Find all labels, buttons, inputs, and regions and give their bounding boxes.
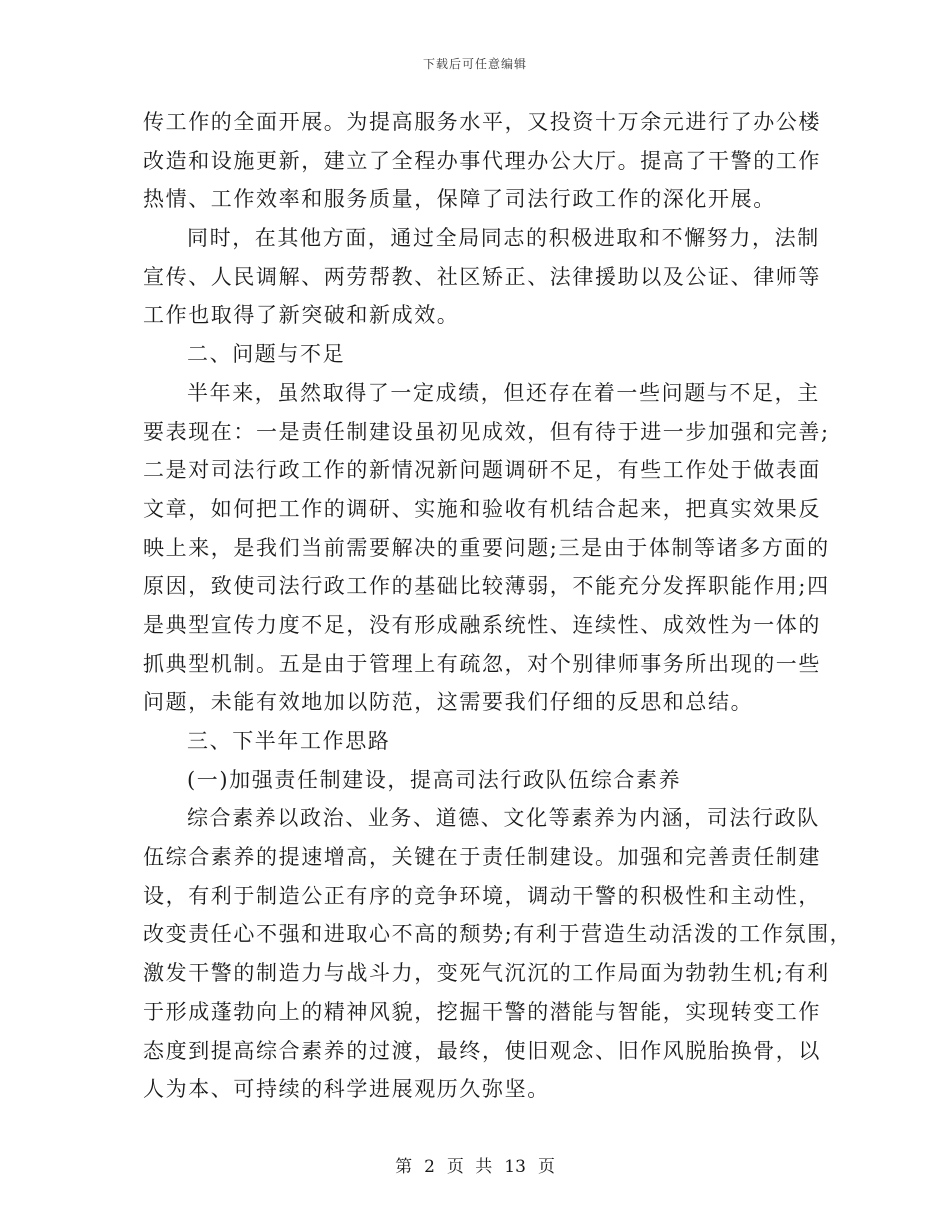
body-line: 半年来，虽然取得了一定成绩，但还存在着一些问题与不足，主 [187,380,820,405]
body-line: 综合素养以政治、业务、道德、文化等素养为内涵，司法行政队 [187,806,820,831]
body-line: 文章，如何把工作的调研、实施和验收有机结合起来，把真实效果反 [143,496,821,521]
footer-suffix: 页 [537,1157,555,1177]
subsection-heading: (一)加强责任制建设，提高司法行政队伍综合素养 [187,767,682,792]
body-line: 设，有利于制造公正有序的竞争环境，调动干警的积极性和主动性， [143,883,821,908]
body-line: 于形成蓬勃向上的精神风貌，挖掘干警的潜能与智能，实现转变工作 [143,999,821,1024]
document-body [143,103,853,1109]
body-line: 二是对司法行政工作的新情况新问题调研不足，有些工作处于做表面 [143,458,821,483]
total-pages: 13 [504,1157,526,1177]
footer-prefix: 第 [395,1157,413,1177]
page-header: 下载后可任意编辑 [422,57,527,71]
body-line: 改造和设施更新，建立了全程办事代理办公大厅。提高了干警的工作 [143,148,821,173]
body-line: 问题，未能有效地加以防范，这需要我们仔细的反思和总结。 [143,690,754,715]
body-line: 同时，在其他方面，通过全局同志的积极进取和不懈努力，法制 [187,226,820,251]
body-line: 抓典型机制。五是由于管理上有疏忽，对个别律师事务所出现的一些 [143,651,821,676]
body-line: 激发干警的制造力与战斗力，变死气沉沉的工作局面为勃勃生机;有利 [143,961,830,986]
body-line: 态度到提高综合素养的过渡，最终，使旧观念、旧作风脱胎换骨，以 [143,1038,821,1063]
body-line: 映上来，是我们当前需要解决的重要问题;三是由于体制等诸多方面的 [143,535,830,560]
body-line: 热情、工作效率和服务质量，保障了司法行政工作的深化开展。 [143,187,776,212]
body-line: 工作也取得了新突破和新成效。 [143,303,460,328]
body-line: 要表现在：一是责任制建设虽初见成效，但有待于进一步加强和完善; [143,419,830,444]
body-line: 传工作的全面开展。为提高服务水平，又投资十万余元进行了办公楼 [143,110,821,134]
footer-middle: 页 共 [446,1157,493,1177]
current-page-number: 2 [424,1157,435,1177]
body-line: 是典型宣传力度不足，没有形成融系统性、连续性、成效性为一体的 [143,612,821,637]
body-line: 宣传、人民调解、两劳帮教、社区矫正、法律援助以及公证、律师等 [143,264,821,289]
page-footer [0,1152,950,1177]
body-line: 改变责任心不强和进取心不高的颓势;有利于营造生动活泼的工作氛围， [143,922,853,947]
section-heading: 三、下半年工作思路 [187,729,391,753]
body-line: 原因，致使司法行政工作的基础比较薄弱，不能充分发挥职能作用;四 [143,574,830,599]
body-line: 人为本、可持续的科学进展观历久弥坚。 [143,1077,550,1102]
body-line: 伍综合素养的提速增高，关键在于责任制建设。加强和完善责任制建 [143,845,821,870]
section-heading: 二、问题与不足 [187,342,346,367]
